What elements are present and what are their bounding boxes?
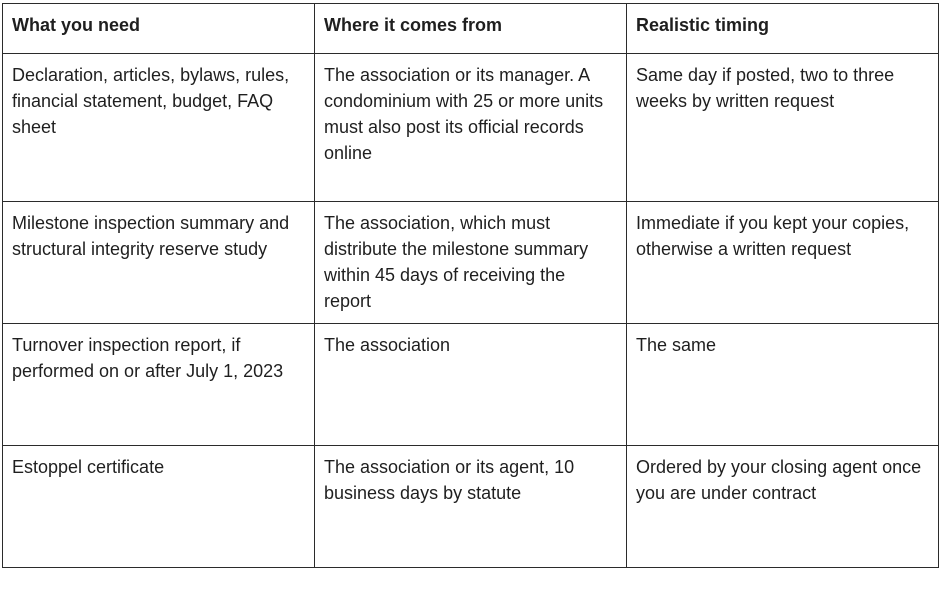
documents-table bbox=[2, 3, 939, 568]
header-realistic-timing: Realistic timing bbox=[627, 4, 939, 54]
cell-what-you-need: Milestone inspection summary and structural integrity reserve study bbox=[3, 202, 315, 324]
table-row bbox=[3, 446, 939, 568]
table-row bbox=[3, 202, 939, 324]
table-row bbox=[3, 54, 939, 202]
cell-realistic-timing: Ordered by your closing agent once you are under contract bbox=[627, 446, 939, 568]
cell-realistic-timing: The same bbox=[627, 324, 939, 446]
header-what-you-need: What you need bbox=[3, 4, 315, 54]
cell-what-you-need: Declaration, articles, bylaws, rules, financial statement, budget, FAQ sheet bbox=[3, 54, 315, 202]
cell-what-you-need: Turnover inspection report, if performed on or after July 1, 2023 bbox=[3, 324, 315, 446]
cell-where-it-comes-from: The association or its agent, 10 business days by statute bbox=[315, 446, 627, 568]
cell-where-it-comes-from: The association or its manager. A condominium with 25 or more units must also post its official records online bbox=[315, 54, 627, 202]
cell-realistic-timing: Immediate if you kept your copies, otherwise a written request bbox=[627, 202, 939, 324]
header-where-it-comes-from: Where it comes from bbox=[315, 4, 627, 54]
cell-what-you-need: Estoppel certificate bbox=[3, 446, 315, 568]
cell-realistic-timing: Same day if posted, two to three weeks by written request bbox=[627, 54, 939, 202]
cell-where-it-comes-from: The association, which must distribute the milestone summary within 45 days of receiving the report bbox=[315, 202, 627, 324]
cell-where-it-comes-from: The association bbox=[315, 324, 627, 446]
table-row bbox=[3, 324, 939, 446]
header-row bbox=[3, 4, 939, 54]
